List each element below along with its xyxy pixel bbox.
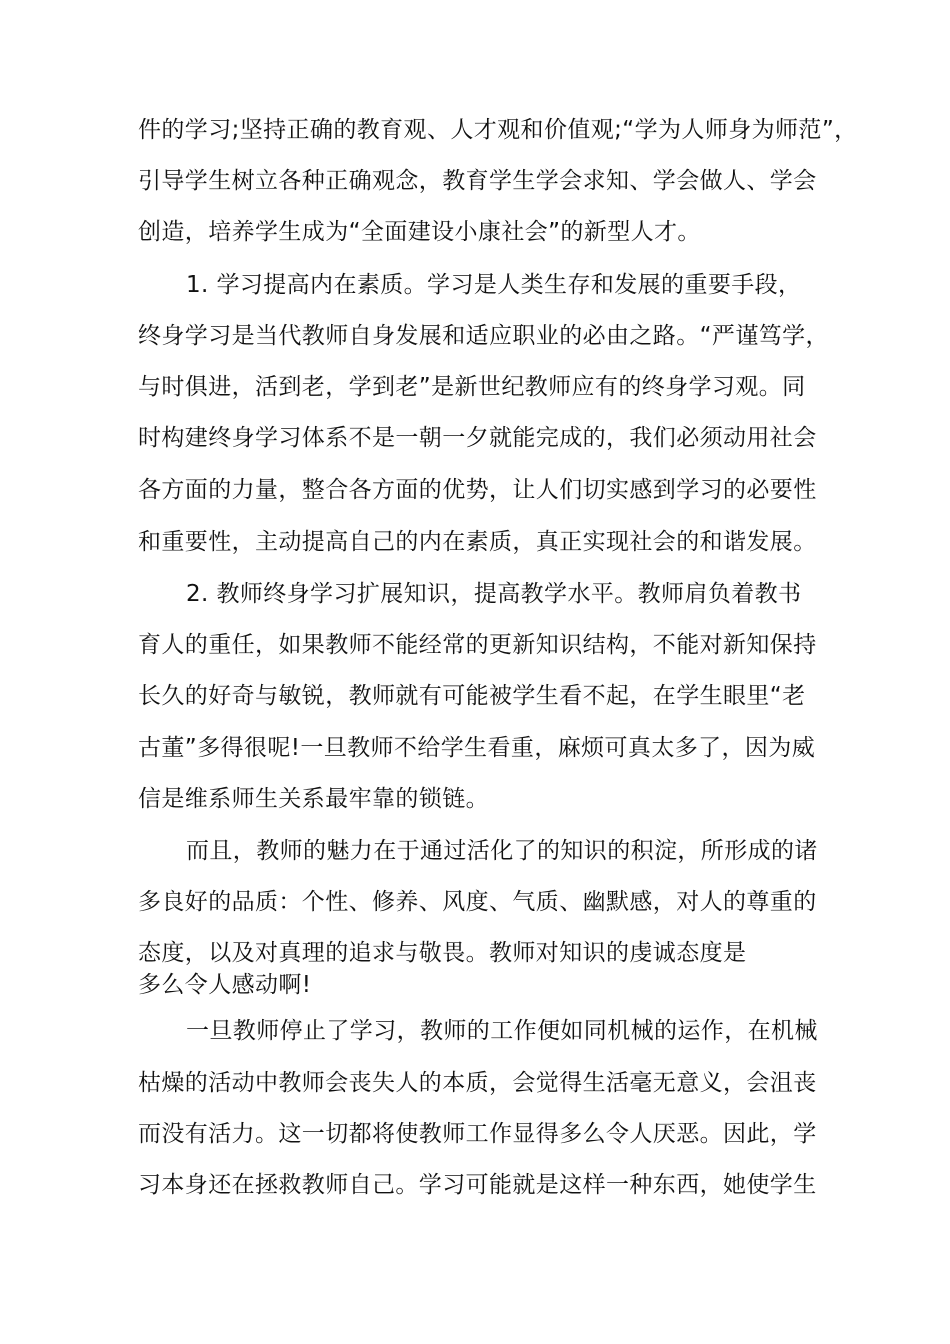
text-line: 终身学习是当代教师自身发展和适应职业的必由之路。“严谨笃学， xyxy=(138,323,829,349)
paragraph-heading-1: 1. 学习提高内在素质。学习是人类生存和发展的重要手段， xyxy=(186,272,802,298)
text-line: 各方面的力量，整合各方面的优势，让人们切实感到学习的必要性 xyxy=(138,477,817,503)
text-line: 信是维系师生关系最牢靠的锁链。 xyxy=(138,786,489,812)
text-line: 长久的好奇与敏锐，教师就有可能被学生看不起，在学生眼里“老 xyxy=(138,683,806,709)
text-line: 态度，以及对真理的追求与敬畏。教师对知识的虔诚态度是 xyxy=(138,940,747,966)
paragraph-heading-2: 2. 教师终身学习扩展知识，提高教学水平。教师肩负着教书 xyxy=(186,581,802,607)
text-line: 与时俱进，活到老，学到老”是新世纪教师应有的终身学习观。同 xyxy=(138,374,806,400)
text-line: 件的学习;坚持正确的教育观、人才观和价值观;“学为人师身为师范”， xyxy=(138,117,858,143)
text-line: 创造，培养学生成为“全面建设小康社会”的新型人才。 xyxy=(138,219,701,245)
text-line: 多么令人感动啊! xyxy=(138,972,312,998)
text-line: 古董”多得很呢!一旦教师不给学生看重，麻烦可真太多了，因为威 xyxy=(138,735,816,761)
text-line: 引导学生树立各种正确观念，教育学生学会求知、学会做人、学会 xyxy=(138,168,817,194)
paragraph-start: 一旦教师停止了学习，教师的工作便如同机械的运作，在机械 xyxy=(186,1018,818,1044)
text-line: 时构建终身学习体系不是一朝一夕就能完成的，我们必须动用社会 xyxy=(138,425,817,451)
text-line: 习本身还在拯救教师自己。学习可能就是这样一种东西，她使学生 xyxy=(138,1172,817,1198)
paragraph-start: 而且，教师的魅力在于通过活化了的知识的积淀，所形成的诸 xyxy=(186,838,818,864)
text-line: 育人的重任，如果教师不能经常的更新知识结构，不能对新知保持 xyxy=(138,632,817,658)
text-line: 而没有活力。这一切都将使教师工作显得多么令人厌恶。因此，学 xyxy=(138,1121,817,1147)
text-line: 枯燥的活动中教师会丧失人的本质，会觉得生活毫无意义，会沮丧 xyxy=(138,1070,817,1096)
text-line: 多良好的品质：个性、修养、风度、气质、幽默感，对人的尊重的 xyxy=(138,889,817,915)
text-line: 和重要性，主动提高自己的内在素质，真正实现社会的和谐发展。 xyxy=(138,529,817,555)
